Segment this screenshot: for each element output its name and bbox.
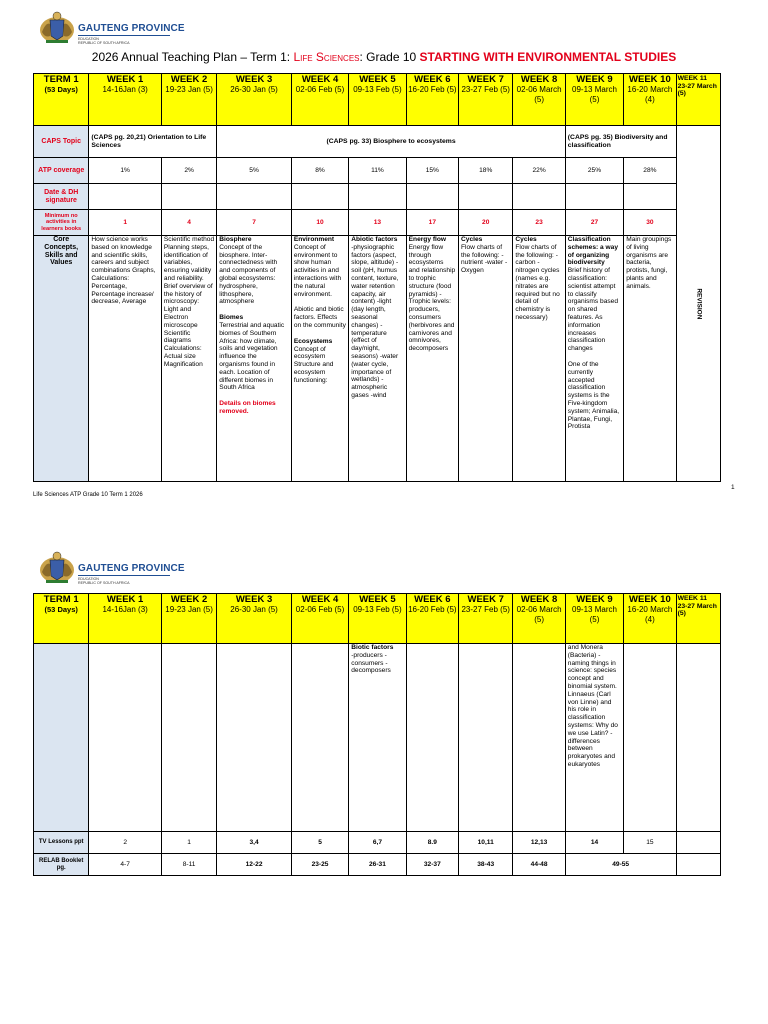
gauteng-logo	[38, 550, 185, 586]
week-10-header: WEEK 10 16-20 March (4)	[624, 74, 676, 126]
tv-lesson-cell: 10,11	[459, 832, 513, 854]
week-9-content: and Monera (Bacteria) -naming things in science: species concept and binomial system. Linnaeus (Carl von Linne) and his role in classification systems: Why do we use Latin? -differences between prokaryotes and eukaryotes	[565, 644, 623, 832]
province-name: GAUTENG PROVINCE	[78, 563, 185, 574]
relab-cell: 38-43	[459, 854, 513, 876]
week-2-content: Scientific method Planning steps, identification of variables, ensuring validity and reliability. Brief overview of the history of microscopy: Light and Electron microscope Scientific diagrams Calculations: Actual size Magnification	[161, 236, 216, 482]
cycles-heading: Cycles	[515, 236, 537, 243]
cycles-text: Flow charts of the following: -nutrient -water -Oxygen	[461, 243, 508, 275]
row-label: Date & DH signature	[34, 184, 89, 210]
tv-lesson-cell: 15	[624, 832, 676, 854]
activity-count: 30	[624, 210, 676, 236]
classification-heading: Classification schemes: a way of organizing biodiversity	[567, 236, 618, 267]
week-8-header: WEEK 8 02-06 March (5)	[513, 74, 565, 126]
signature-cell[interactable]	[459, 184, 513, 210]
environment-heading: Environment	[293, 236, 335, 243]
relab-row	[34, 854, 721, 876]
signature-cell[interactable]	[513, 184, 565, 210]
signature-cell[interactable]	[89, 184, 162, 210]
week-7-header: WEEK 7 23-27 Feb (5)	[459, 594, 513, 644]
activity-count: 23	[513, 210, 565, 236]
activity-count: 17	[406, 210, 458, 236]
activity-count: 1	[89, 210, 162, 236]
tv-lesson-cell: 5	[291, 832, 348, 854]
week-4-header: WEEK 4 02-06 Feb (5)	[291, 74, 348, 126]
week-10-content: Main groupings of living organisms are bacteria, protists, fungi, plants and animals.	[624, 236, 676, 482]
week-9-header: WEEK 9 09-13 March (5)	[565, 74, 623, 126]
divider	[78, 575, 170, 576]
biosphere-text: Concept of the biosphere. Inter-connectedness with and components of global ecosystems: hydrosphere, lithosphere, atmosphere	[219, 243, 278, 306]
revision-label: REVISION	[695, 287, 703, 320]
week-9-content	[565, 236, 623, 482]
atp-cell: 28%	[624, 158, 676, 184]
country-name: REPUBLIC OF SOUTH AFRICA	[78, 41, 130, 45]
biosphere-heading: Biosphere	[219, 236, 252, 243]
atp-cell: 25%	[565, 158, 623, 184]
week-8-content	[513, 236, 565, 482]
classification-text-2: One of the currently accepted classification systems is the Five-kingdom system; Animalia, Plantae, Fungi, Protista	[567, 360, 620, 431]
relab-cell	[676, 854, 720, 876]
term-header: TERM 1 (53 Days)	[34, 74, 89, 126]
week-11-header: WEEK 11 23-27 March (5)	[676, 594, 720, 644]
activity-count: 27	[565, 210, 623, 236]
activity-count: 13	[349, 210, 406, 236]
week-6-content	[406, 236, 458, 482]
signature-cell[interactable]	[406, 184, 458, 210]
week-1-header: WEEK 1 14-16Jan (3)	[89, 74, 162, 126]
signature-cell[interactable]	[217, 184, 292, 210]
row-label: RELAB Booklet pg.	[34, 854, 89, 876]
atp-cell: 11%	[349, 158, 406, 184]
row-label: CAPS Topic	[34, 126, 89, 158]
abiotic-text: -physiographic factors (aspect, slope, altitude) -soil (pH, humus content, texture, water retention capacity, air content) -light (day length, seasonal changes) -temperature (effect of day/night, seasons) -water (water cycle, importance of wetlands) -atmospheric gases -wind	[351, 243, 399, 399]
row-label	[34, 644, 89, 832]
page-2	[0, 540, 768, 1024]
tv-lesson-cell: 8.9	[406, 832, 458, 854]
province-name: GAUTENG PROVINCE	[78, 23, 185, 34]
tv-lesson-cell	[676, 832, 720, 854]
department-name: EDUCATION	[78, 37, 99, 41]
footer-doc-name: Life Sciences ATP Grade 10 Term 1 2026	[33, 492, 143, 498]
week-1-content	[89, 644, 162, 832]
abiotic-heading: Abiotic factors	[351, 236, 398, 243]
week-6-header: WEEK 6 16-20 Feb (5)	[406, 74, 458, 126]
week-5-content	[349, 644, 406, 832]
week-6-header: WEEK 6 16-20 Feb (5)	[406, 594, 458, 644]
core-concepts-row-continued	[34, 644, 721, 832]
biomes-heading: Biomes	[219, 314, 244, 322]
caps-biosphere: (CAPS pg. 33) Biosphere to ecosystems	[217, 126, 565, 158]
week-5-header: WEEK 5 09-13 Feb (5)	[349, 594, 406, 644]
week-7-header: WEEK 7 23-27 Feb (5)	[459, 74, 513, 126]
ecosystems-heading: Ecosystems	[293, 337, 333, 345]
relab-cell: 32-37	[406, 854, 458, 876]
activity-count: 10	[291, 210, 348, 236]
signature-cell[interactable]	[349, 184, 406, 210]
signature-cell[interactable]	[291, 184, 348, 210]
week-3-header: WEEK 3 26-30 Jan (5)	[217, 74, 292, 126]
signature-cell[interactable]	[624, 184, 676, 210]
row-label: Core Concepts, Skills and Values	[34, 236, 89, 482]
department-name: EDUCATION	[78, 577, 99, 581]
term-header: TERM 1 (53 Days)	[34, 594, 89, 644]
energy-flow-heading: Energy flow	[408, 236, 447, 243]
week-5-header: WEEK 5 09-13 Feb (5)	[349, 74, 406, 126]
activity-count: 4	[161, 210, 216, 236]
atp-cell: 22%	[513, 158, 565, 184]
row-label: Minimum no activities in learners books	[34, 210, 89, 236]
week-2-header: WEEK 2 19-23 Jan (5)	[161, 74, 216, 126]
week-4-header: WEEK 4 02-06 Feb (5)	[291, 594, 348, 644]
relab-cell: 12-22	[217, 854, 292, 876]
week-6-content	[406, 644, 458, 832]
biomes-note: Details on biomes removed.	[219, 400, 276, 415]
week-9-header: WEEK 9 09-13 March (5)	[565, 594, 623, 644]
relab-cell: 4-7	[89, 854, 162, 876]
relab-cell: 8-11	[161, 854, 216, 876]
week-11-header: WEEK 11 23-27 March (5)	[676, 74, 720, 126]
week-11-content	[676, 644, 720, 832]
relab-cell: 23-25	[291, 854, 348, 876]
page-title	[0, 50, 768, 64]
relab-cell: 49-55	[565, 854, 676, 876]
relab-cell: 44-48	[513, 854, 565, 876]
divider	[78, 35, 170, 36]
week-4-content	[291, 644, 348, 832]
core-concepts-row	[34, 236, 721, 482]
tv-lesson-cell: 6,7	[349, 832, 406, 854]
classification-text: Brief history of classification: scientist attempt to classify organisms based on shared features. As information increases classification changes	[567, 267, 618, 353]
header-row	[34, 74, 721, 126]
row-label: ATP coverage	[34, 158, 89, 184]
biotic-heading: Biotic factors	[351, 644, 394, 651]
environment-text: Concept of environment to show human activities in and interactions with the natural environment.	[293, 243, 342, 298]
caps-biodiversity: (CAPS pg. 35) Biodiversity and classification	[565, 126, 676, 158]
week-1-content: How science works based on knowledge and scientific skills, careers and subject combinations Graphs, Calculations: Percentage, Percentage increase/ decrease, Average	[89, 236, 162, 482]
biotic-text: -producers -consumers -decomposers	[351, 651, 391, 675]
week-8-header: WEEK 8 02-06 March (5)	[513, 594, 565, 644]
page-1	[0, 0, 768, 510]
title-part-1: 2026 Annual Teaching Plan – Term 1:	[91, 50, 294, 64]
atp-cell: 18%	[459, 158, 513, 184]
tv-lesson-cell: 1	[161, 832, 216, 854]
atp-cell: 1%	[89, 158, 162, 184]
teaching-plan-table	[33, 73, 721, 482]
week-3-content	[217, 236, 292, 482]
week-2-content	[161, 644, 216, 832]
coat-of-arms-icon	[38, 10, 76, 46]
page-number: 1	[731, 484, 735, 491]
title-topic: STARTING WITH ENVIRONMENTAL STUDIES	[419, 50, 677, 64]
row-label: TV Lessons ppt	[34, 832, 89, 854]
biomes-text: Terrestrial and aquatic biomes of Southern Africa: how climate, soils and vegetation influence the organisms found in each. Location of different biomes in South Africa	[219, 321, 285, 392]
revision-cell	[676, 126, 720, 482]
abiotic-biotic-text: Abiotic and biotic factors. Effects on the community	[293, 306, 346, 329]
atp-coverage-row	[34, 158, 721, 184]
header-row	[34, 594, 721, 644]
tv-lessons-row	[34, 832, 721, 854]
teaching-plan-table-continued	[33, 593, 721, 876]
tv-lesson-cell: 14	[565, 832, 623, 854]
gauteng-logo	[38, 10, 185, 46]
tv-lesson-cell: 12,13	[513, 832, 565, 854]
week-7-content	[459, 644, 513, 832]
min-activities-row	[34, 210, 721, 236]
caps-topic-row	[34, 126, 721, 158]
atp-cell: 8%	[291, 158, 348, 184]
date-signature-row	[34, 184, 721, 210]
title-grade: : Grade 10	[359, 50, 420, 64]
week-3-header: WEEK 3 26-30 Jan (5)	[217, 594, 292, 644]
coat-of-arms-icon	[38, 550, 76, 586]
week-10-content	[624, 644, 676, 832]
week-5-content	[349, 236, 406, 482]
cycles-heading: Cycles	[461, 236, 483, 243]
ecosystems-text: Concept of ecosystem Structure and ecosystem functioning:	[293, 345, 334, 384]
cycles-text: Flow charts of the following: -carbon -nitrogen cycles (names e.g. nitrates are required but no detail of chemistry is necessary)	[515, 243, 560, 321]
atp-cell: 5%	[217, 158, 292, 184]
week-7-content	[459, 236, 513, 482]
country-name: REPUBLIC OF SOUTH AFRICA	[78, 581, 130, 585]
week-4-content	[291, 236, 348, 482]
signature-cell[interactable]	[565, 184, 623, 210]
week-2-header: WEEK 2 19-23 Jan (5)	[161, 594, 216, 644]
relab-cell: 26-31	[349, 854, 406, 876]
activity-count: 20	[459, 210, 513, 236]
atp-cell: 2%	[161, 158, 216, 184]
week-8-content	[513, 644, 565, 832]
activity-count: 7	[217, 210, 292, 236]
week-10-header: WEEK 10 16-20 March (4)	[624, 594, 676, 644]
energy-flow-text: Energy flow through ecosystems and relationship to trophic structure (food pyramids) -Trophic levels: producers, consumers (herbivores and carnivores and omnivores, decomposers	[408, 243, 456, 353]
title-subject: Life Sciences	[293, 50, 360, 64]
tv-lesson-cell: 3,4	[217, 832, 292, 854]
caps-orientation: (CAPS pg. 20,21) Orientation to Life Sciences	[89, 126, 217, 158]
week-3-content	[217, 644, 292, 832]
signature-cell[interactable]	[161, 184, 216, 210]
atp-cell: 15%	[406, 158, 458, 184]
week-1-header: WEEK 1 14-16Jan (3)	[89, 594, 162, 644]
tv-lesson-cell: 2	[89, 832, 162, 854]
